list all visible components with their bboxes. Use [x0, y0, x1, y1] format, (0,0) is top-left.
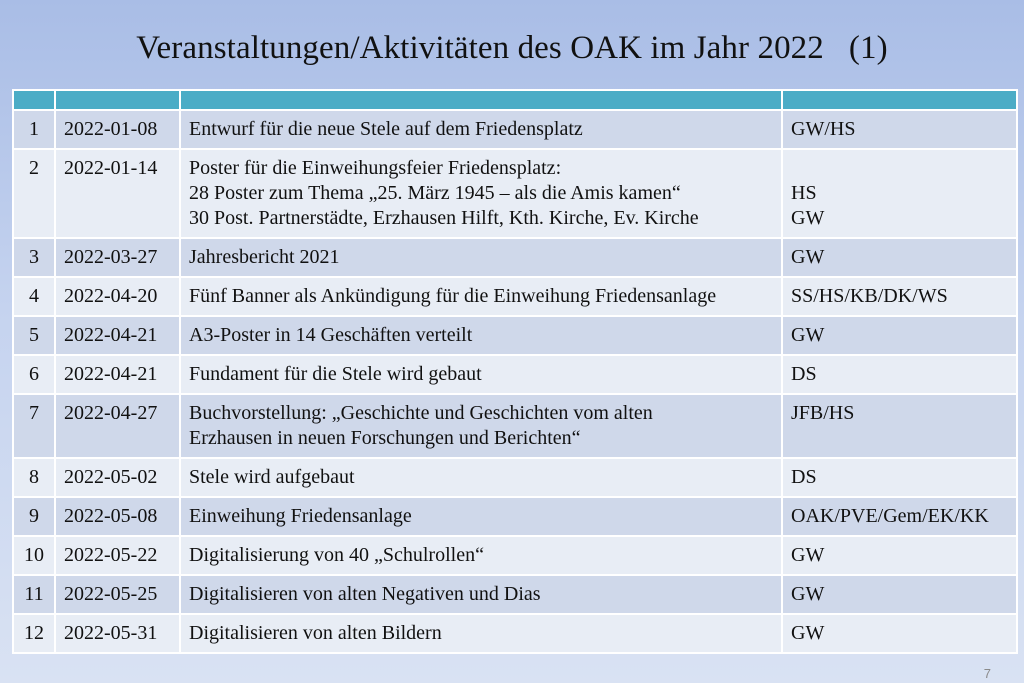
row-description: Jahresbericht 2021 [180, 238, 782, 277]
row-number: 3 [13, 238, 55, 277]
table-row [13, 536, 1017, 575]
table-row [13, 110, 1017, 149]
row-date: 2022-04-21 [55, 355, 180, 394]
row-description: Poster für die Einweihungsfeier Friedensplatz: 28 Poster zum Thema „25. März 1945 – als die Amis kamen“ 30 Post. Partnerstädte, Erzhausen Hilft, Kth. Kirche, Ev. Kirche [180, 149, 782, 238]
row-date: 2022-04-20 [55, 277, 180, 316]
row-description: Digitalisierung von 40 „Schulrollen“ [180, 536, 782, 575]
table-row [13, 355, 1017, 394]
row-responsible: GW/HS [782, 110, 1017, 149]
row-responsible: GW [782, 614, 1017, 653]
row-date: 2022-05-02 [55, 458, 180, 497]
row-description: Fünf Banner als Ankündigung für die Einweihung Friedensanlage [180, 277, 782, 316]
row-date: 2022-05-31 [55, 614, 180, 653]
table-row [13, 238, 1017, 277]
row-responsible: DS [782, 355, 1017, 394]
page-number: 7 [983, 666, 991, 681]
row-responsible: HS GW [782, 149, 1017, 238]
row-description: Einweihung Friedensanlage [180, 497, 782, 536]
row-number: 12 [13, 614, 55, 653]
row-date: 2022-01-08 [55, 110, 180, 149]
row-responsible: DS [782, 458, 1017, 497]
row-number: 1 [13, 110, 55, 149]
row-date: 2022-05-22 [55, 536, 180, 575]
slide-title: Veranstaltungen/Aktivitäten des OAK im Jahr 2022 (1) [136, 30, 888, 66]
row-date: 2022-04-21 [55, 316, 180, 355]
row-number: 4 [13, 277, 55, 316]
table-row [13, 149, 1017, 238]
row-description: Digitalisieren von alten Negativen und Dias [180, 575, 782, 614]
row-number: 8 [13, 458, 55, 497]
row-description: Entwurf für die neue Stele auf dem Friedensplatz [180, 110, 782, 149]
row-number: 10 [13, 536, 55, 575]
row-responsible: OAK/PVE/Gem/EK/KK [782, 497, 1017, 536]
row-number: 5 [13, 316, 55, 355]
table-header-row [13, 90, 1017, 110]
row-number: 11 [13, 575, 55, 614]
row-responsible: SS/HS/KB/DK/WS [782, 277, 1017, 316]
table-row [13, 277, 1017, 316]
row-responsible: GW [782, 575, 1017, 614]
row-date: 2022-01-14 [55, 149, 180, 238]
row-number: 7 [13, 394, 55, 458]
row-date: 2022-04-27 [55, 394, 180, 458]
row-number: 2 [13, 149, 55, 238]
header-cell-nr [13, 90, 55, 110]
row-description: A3-Poster in 14 Geschäften verteilt [180, 316, 782, 355]
row-date: 2022-05-25 [55, 575, 180, 614]
table-row [13, 575, 1017, 614]
table-row [13, 497, 1017, 536]
row-number: 9 [13, 497, 55, 536]
row-description: Fundament für die Stele wird gebaut [180, 355, 782, 394]
header-cell-who [782, 90, 1017, 110]
row-responsible: JFB/HS [782, 394, 1017, 458]
table-row [13, 394, 1017, 458]
row-date: 2022-05-08 [55, 497, 180, 536]
row-responsible: GW [782, 536, 1017, 575]
table-row [13, 458, 1017, 497]
row-date: 2022-03-27 [55, 238, 180, 277]
row-description: Buchvorstellung: „Geschichte und Geschichten vom alten Erzhausen in neuen Forschungen und Berichten“ [180, 394, 782, 458]
activities-table [12, 89, 1018, 654]
row-number: 6 [13, 355, 55, 394]
row-description: Digitalisieren von alten Bildern [180, 614, 782, 653]
row-responsible: GW [782, 238, 1017, 277]
row-description: Stele wird aufgebaut [180, 458, 782, 497]
table-row [13, 316, 1017, 355]
table-row [13, 614, 1017, 653]
header-cell-date [55, 90, 180, 110]
header-cell-description [180, 90, 782, 110]
row-responsible: GW [782, 316, 1017, 355]
